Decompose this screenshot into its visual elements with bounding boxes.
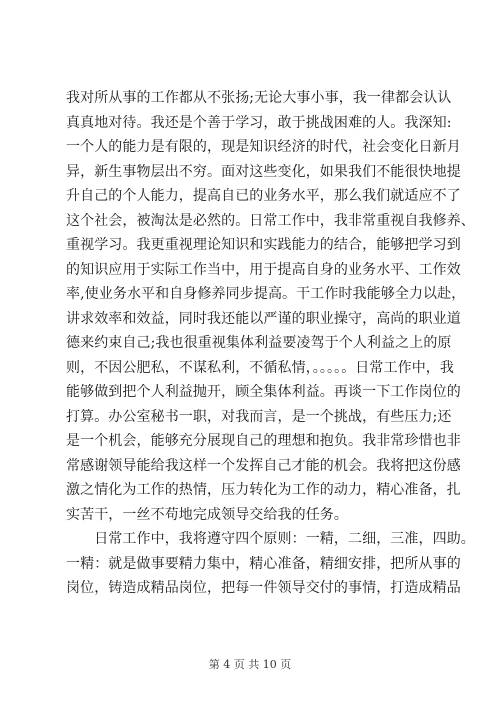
text-line: 实苦干，一丝不苟地完成领导交给我的任务。 xyxy=(66,506,348,523)
text-line: 常感谢领导能给我这样一个发挥自己才能的机会。我将把这份感 xyxy=(66,457,461,474)
body-text xyxy=(66,86,475,601)
text-line: 异，新生事物层出不穷。面对这些变化，如果我们不能很快地提 xyxy=(66,163,461,180)
text-line: 这个社会，被淘汰是必然的。日常工作中，我非常重视自我修养、 xyxy=(66,212,475,229)
text-line: 率,使业务水平和自身修养同步提高。干工作时我能够全力以赴， xyxy=(66,286,466,302)
text-line: 岗位，铸造成精品岗位，把每一件领导交付的事情，打造成精品 xyxy=(66,580,461,596)
text-line: 重视学习。我更重视理论知识和实践能力的结合，能够把学习到 xyxy=(66,237,461,253)
text-line: 我对所从事的工作都从不张扬;无论大事小事，我一律都会认认 xyxy=(66,90,452,106)
text-line: 是一个机会，能够充分展现自己的理想和抱负。我非常珍惜也非 xyxy=(66,433,461,449)
text-line: 真真地对待。我还是个善于学习，敢于挑战困难的人。我深知: xyxy=(66,114,452,131)
text-line: 一精：就是做事要精力集中，精心准备，精细安排，把所从事的 xyxy=(66,555,461,572)
page-footer: 第 4 页 共 10 页 xyxy=(208,658,292,671)
text-line: 升自己的个人能力，提高自已的业务水平，那么我们就适应不了 xyxy=(66,188,461,204)
text-line: 激之情化为工作的热情，压力转化为工作的动力，精心准备，扎 xyxy=(66,482,461,498)
text-line: 日常工作中，我将遵守四个原则：一精，二细，三准，四助。 xyxy=(66,531,475,547)
text-line: 的知识应用于实际工作当中，用于提高自身的业务水平、工作效 xyxy=(66,261,461,278)
text-line: 德来约束自己;我也很重视集体利益要凌驾于个人利益之上的原 xyxy=(66,335,452,351)
text-line: 能够做到把个人利益抛开，顾全集体利益。再谈一下工作岗位的 xyxy=(66,384,461,400)
text-line: 一个人的能力是有限的，现是知识经济的时代，社会变化日新月 xyxy=(66,139,461,155)
text-line: 则，不因公肥私，不谋私利，不循私情，。。。。。日常工作中，我 xyxy=(66,359,454,376)
text-line: 打算。办公室秘书一职，对我而言，是一个挑战，有些压力;还 xyxy=(66,408,452,425)
text-line: 讲求效率和效益，同时我还能以严谨的职业操守，高尚的职业道 xyxy=(66,310,461,327)
